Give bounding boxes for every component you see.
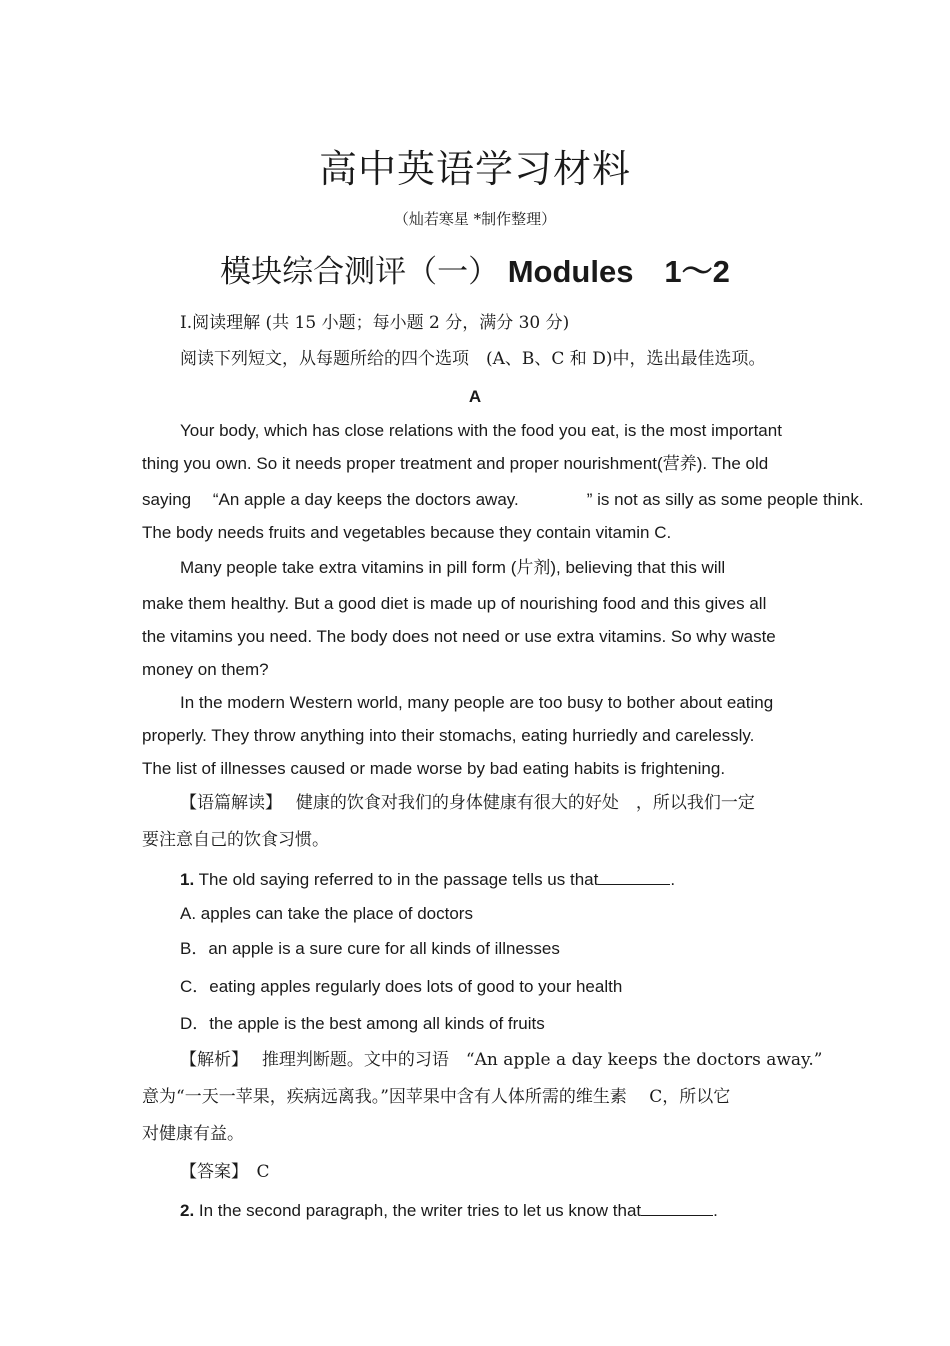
- option-a: A. apples can take the place of doctors: [180, 904, 473, 923]
- passage-line: the vitamins you need. The body does not need or use extra vitamins. So why waste: [142, 627, 776, 646]
- option-c: C．eating apples regularly does lots of good to your health: [180, 977, 623, 996]
- passage-line: saying “An apple a day keeps the doctors away. ” is not as silly as some people think.: [142, 490, 864, 509]
- module-heading-cn: 模块综合测评（一）: [220, 254, 500, 290]
- question-stem: The old saying referred to in the passage tells us that: [194, 870, 599, 889]
- passage-line: thing you own. So it needs proper treatment and proper nourishment(营养). The old: [142, 454, 769, 473]
- document-title: 高中英语学习材料: [318, 147, 631, 191]
- passage-line: make them healthy. But a good diet is made up of nourishing food and this gives all: [142, 594, 767, 613]
- question-2: [180, 1199, 718, 1222]
- summary-line: 【语篇解读】 健康的饮食对我们的身体健康有很大的好处 ，所以我们一定: [180, 793, 755, 813]
- answer-blank: [641, 1199, 713, 1216]
- answer-line: 【答案】 C: [180, 1162, 270, 1182]
- passage-line: Many people take extra vitamins in pill form (片剂), believing that this will: [180, 558, 726, 577]
- passage-line: The list of illnesses caused or made worse by bad eating habits is frightening.: [142, 759, 726, 778]
- passage-line: Your body, which has close relations with the food you eat, is the most important: [180, 421, 782, 440]
- document-subtitle: （灿若寒星 *制作整理）: [393, 210, 557, 228]
- question-1: [180, 868, 675, 891]
- option-b: B．an apple is a sure cure for all kinds of illnesses: [180, 939, 560, 958]
- passage-line: properly. They throw anything into their stomachs, eating hurriedly and carelessly.: [142, 726, 755, 745]
- analysis-line: 对健康有益。: [142, 1124, 244, 1144]
- option-d: D．the apple is the best among all kinds of fruits: [180, 1014, 545, 1033]
- analysis-line: 【解析】 推理判断题。文中的习语 “An apple a day keeps the doctors away.”: [180, 1050, 823, 1070]
- analysis-line: 意为“一天一苹果，疾病远离我。”因苹果中含有人体所需的维生素 C，所以它: [142, 1087, 731, 1107]
- answer-blank: [598, 868, 670, 885]
- section-header: Ⅰ.阅读理解 (共 15 小题；每小题 2 分，满分 30 分): [180, 313, 570, 333]
- section-instruction: 阅读下列短文，从每题所给的四个选项 (A、B、C 和 D)中，选出最佳选项。: [180, 349, 766, 369]
- question-number: 1.: [180, 870, 195, 889]
- question-stem: In the second paragraph, the writer tries to let us know that: [194, 1201, 642, 1220]
- passage-label: A: [468, 387, 482, 406]
- module-heading: [0, 246, 950, 291]
- passage-line: The body needs fruits and vegetables because they contain vitamin C.: [142, 523, 672, 542]
- module-heading-en: Modules 1～2: [507, 254, 730, 289]
- question-number: 2.: [180, 1201, 195, 1220]
- summary-line: 要注意自己的饮食习惯。: [142, 830, 329, 850]
- passage-line: money on them?: [142, 660, 269, 679]
- question-tail: .: [713, 1201, 718, 1220]
- question-tail: .: [670, 870, 676, 889]
- passage-line: In the modern Western world, many people are too busy to bother about eating: [180, 693, 774, 712]
